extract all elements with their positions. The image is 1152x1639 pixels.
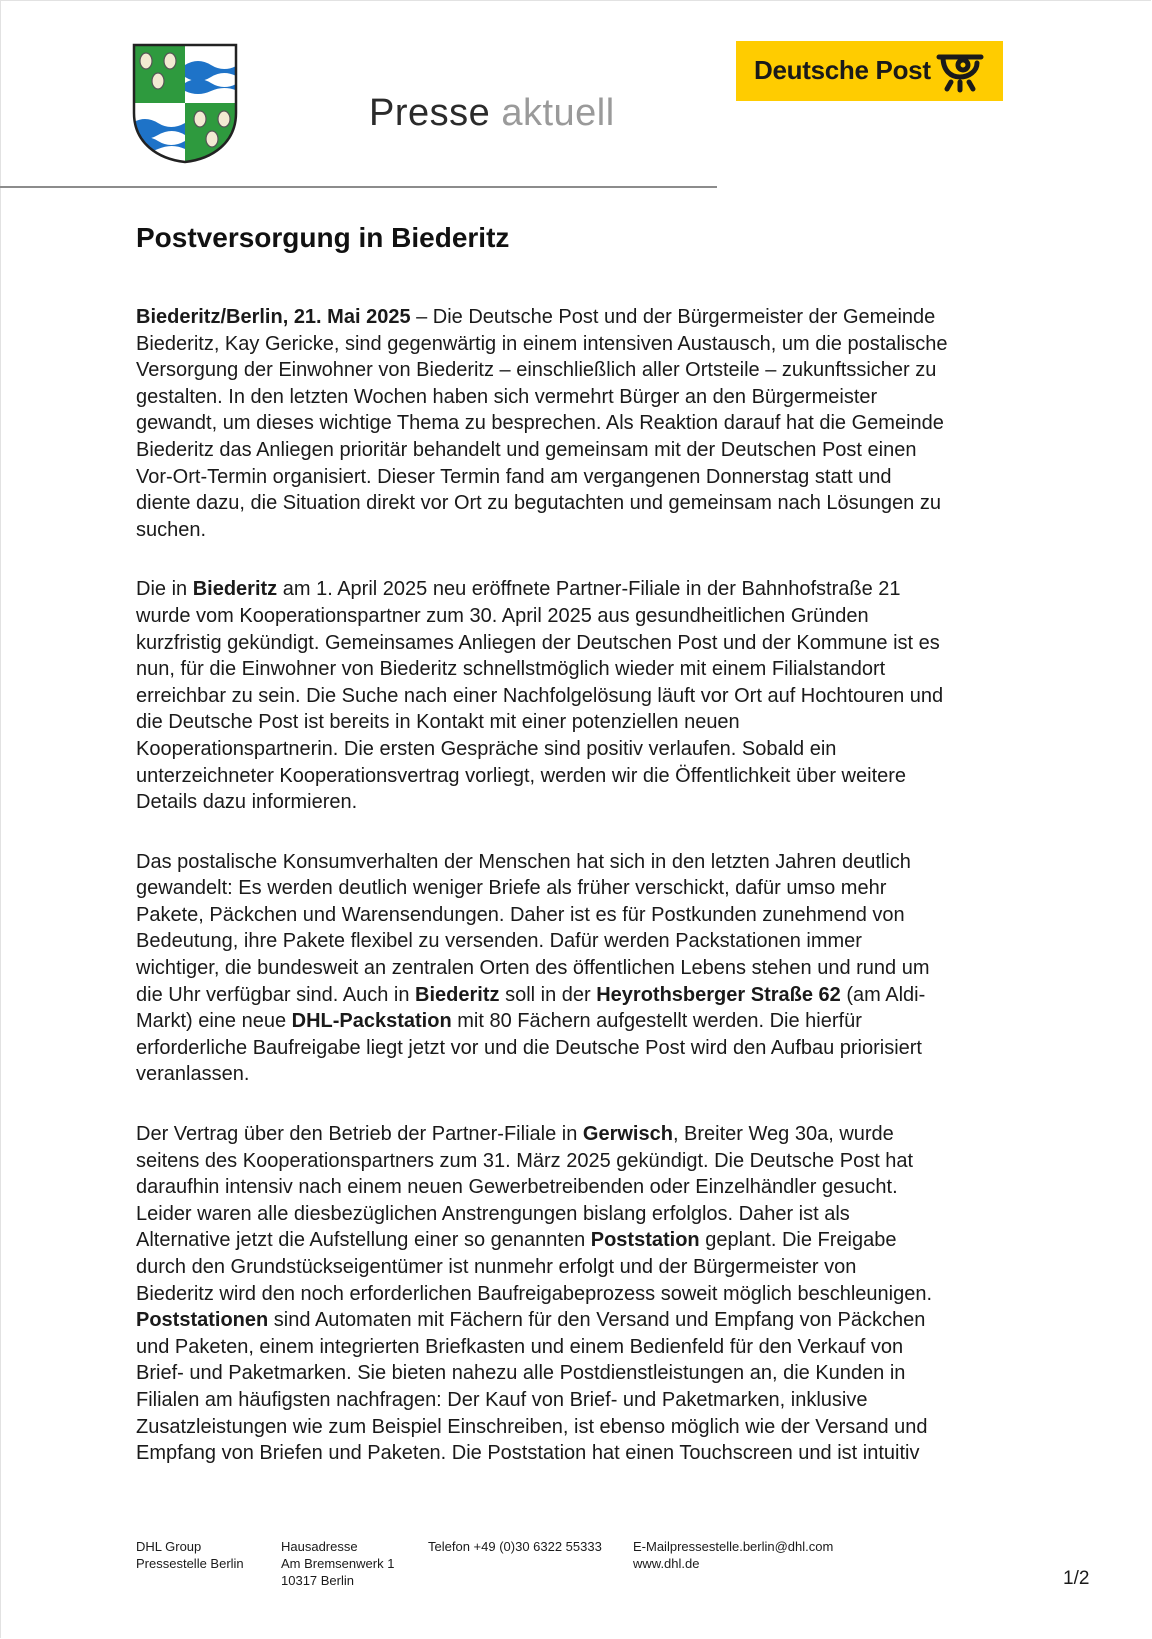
- text-line: [136, 357, 996, 384]
- text-segment: Die in: [136, 578, 193, 601]
- text-line: [136, 955, 996, 982]
- text-segment: Zusatzleistungen wie zum Beispiel Einschreiben, ist ebenso möglich wie der Versand und: [136, 1415, 928, 1438]
- text-segment: Biederitz das Anliegen prioritär behandelt und gemeinsam mit der Deutschen Post einen: [136, 438, 917, 461]
- text-segment: gestalten. In den letzten Wochen haben sich vermehrt Bürger an den Bürgermeister: [136, 385, 878, 408]
- text-line: [136, 875, 996, 902]
- text-line: [136, 1334, 996, 1361]
- article-body: [136, 304, 996, 1500]
- text-line: [136, 656, 996, 683]
- bold-text: Heyrothsberger Straße 62: [596, 983, 841, 1006]
- text-segment: nun, für die Einwohner von Biederitz schnellstmöglich wieder mit einem Filialstandort: [136, 658, 886, 681]
- text-line: [136, 384, 996, 411]
- deutsche-post-logo: [736, 41, 1003, 101]
- footer-address: [281, 1538, 394, 1589]
- text-segment: seitens des Kooperationspartners zum 31. März 2025 gekündigt. Die Deutsche Post hat: [136, 1149, 914, 1172]
- bold-text: Poststation: [590, 1229, 700, 1252]
- paragraph: [136, 576, 996, 815]
- text-segment: Biederitz, Kay Gericke, sind gegenwärtig in einem intensiven Austausch, um die postalische: [136, 332, 948, 355]
- bold-text: Poststationen: [136, 1309, 269, 1332]
- presse-aktuell-title: [369, 92, 615, 135]
- text-line: [136, 630, 996, 657]
- text-line: [136, 1281, 996, 1308]
- text-line: [136, 464, 996, 491]
- bold-text: Biederitz: [415, 983, 500, 1006]
- text-segment: Das postalische Konsumverhalten der Menschen hat sich in den letzten Jahren deutlich: [136, 850, 911, 873]
- text-segment: gewandelt: Es werden deutlich weniger Briefe als früher verschickt, dafür umso mehr: [136, 877, 887, 900]
- text-line: [136, 517, 996, 544]
- text-line: [136, 1414, 996, 1441]
- text-segment: daraufhin intensiv nach einem neuen Gewerbetreibenden oder Einzelhändler gesucht.: [136, 1176, 898, 1199]
- text-line: [136, 763, 996, 790]
- footer-email[interactable]: E-Mailpressestelle.berlin@dhl.com: [633, 1539, 834, 1554]
- text-segment: Biederitz wird den noch erforderlichen Baufreigabeprozess soweit möglich beschleunigen.: [136, 1282, 933, 1305]
- text-line: [136, 603, 996, 630]
- paragraph: [136, 849, 996, 1088]
- bold-text: DHL-Packstation: [291, 1010, 452, 1033]
- aktuell-word: aktuell: [501, 92, 615, 134]
- text-segment: Markt) eine neue: [136, 1010, 292, 1033]
- text-line: [136, 709, 996, 736]
- text-segment: Bedeutung, ihre Pakete flexibel zu versenden. Dafür werden Packstationen immer: [136, 930, 862, 953]
- text-segment: diente dazu, die Situation direkt vor Ort zu begutachten und gemeinsam nach Lösungen zu: [136, 492, 941, 515]
- text-line: [136, 1008, 996, 1035]
- text-segment: soll in der: [499, 983, 597, 1006]
- footer-website[interactable]: www.dhl.de: [633, 1556, 700, 1571]
- bold-text: Gerwisch: [582, 1123, 673, 1146]
- presse-word: Presse: [369, 92, 491, 134]
- text-segment: – Die Deutsche Post und der Bürgermeister der Gemeinde: [410, 306, 936, 328]
- text-line: [136, 331, 996, 358]
- text-line: [136, 1307, 996, 1334]
- text-segment: Der Vertrag über den Betrieb der Partner-Filiale in: [136, 1123, 583, 1146]
- text-line: [136, 1440, 996, 1467]
- footer-company: [136, 1538, 244, 1572]
- text-segment: durch den Grundstückseigentümer ist nunmehr erfolgt und der Bürgermeister von: [136, 1256, 857, 1278]
- footer-address-line: 10317 Berlin: [281, 1573, 354, 1588]
- page-number: 1/2: [1063, 1568, 1090, 1589]
- text-segment: wichtiger, die bundesweit an zentralen Orten des öffentlichen Lebens stehen und rund um: [136, 957, 930, 980]
- footer-phone-line: Telefon +49 (0)30 6322 55333: [428, 1539, 602, 1554]
- text-segment: Kooperationspartnerin. Die ersten Gespräche sind positiv verlaufen. Sobald ein: [136, 737, 837, 760]
- text-line: [136, 1227, 996, 1254]
- posthorn-icon: [933, 49, 987, 93]
- headline: Postversorgung in Biederitz: [136, 222, 510, 253]
- text-line: [136, 789, 996, 816]
- text-line: [136, 1061, 996, 1088]
- text-segment: mit 80 Fächern aufgestellt werden. Die hierfür: [451, 1010, 862, 1033]
- text-segment: kurzfristig gekündigt. Gemeinsames Anliegen der Deutschen Post und der Kommune ist es: [136, 631, 940, 654]
- text-segment: , Breiter Weg 30a, wurde: [672, 1123, 894, 1146]
- text-line: [136, 1254, 996, 1281]
- footer-company-line: Pressestelle Berlin: [136, 1556, 244, 1571]
- text-line: [136, 849, 996, 876]
- header-divider: [0, 186, 717, 188]
- footer-address-line: Am Bremsenwerk 1: [281, 1556, 395, 1571]
- text-segment: die Uhr verfügbar sind. Auch in: [136, 983, 416, 1006]
- text-line: [136, 410, 996, 437]
- text-line: [136, 683, 996, 710]
- text-segment: Leider waren alle diesbezüglichen Anstrengungen bislang erfolglos. Daher ist als: [136, 1202, 850, 1225]
- text-segment: geplant. Die Freigabe: [699, 1229, 897, 1252]
- footer-phone: [428, 1538, 602, 1555]
- text-segment: und Paketen, einem integrierten Briefkasten und einem Bedienfeld für den Verkauf von: [136, 1335, 904, 1358]
- text-line: [136, 1035, 996, 1062]
- text-line: [136, 576, 996, 603]
- bold-text: Biederitz/Berlin, 21. Mai 2025: [136, 306, 411, 328]
- text-segment: Details dazu informieren.: [136, 791, 358, 814]
- text-line: [136, 736, 996, 763]
- paragraph: [136, 1121, 996, 1467]
- text-segment: erreichbar zu sein. Die Suche nach einer Nachfolgelösung läuft vor Ort auf Hochtouren und: [136, 684, 944, 707]
- text-line: [136, 982, 996, 1009]
- text-line: [136, 1121, 996, 1148]
- text-segment: am 1. April 2025 neu eröffnete Partner-Filiale in der Bahnhofstraße 21: [277, 578, 901, 601]
- text-segment: suchen.: [136, 518, 207, 541]
- text-segment: Filialen am häufigsten nachfragen: Der Kauf von Brief- und Paketmarken, inklusive: [136, 1388, 868, 1411]
- paragraph: [136, 304, 996, 543]
- text-segment: veranlassen.: [136, 1063, 250, 1086]
- text-segment: die Deutsche Post ist bereits in Kontakt mit einer potenziellen neuen: [136, 711, 740, 734]
- text-line: [136, 928, 996, 955]
- text-line: [136, 1174, 996, 1201]
- text-line: [136, 902, 996, 929]
- text-line: [136, 1148, 996, 1175]
- text-segment: gewandt, um dieses wichtige Thema zu besprechen. Als Reaktion darauf hat die Gemeinde: [136, 412, 944, 435]
- text-segment: sind Automaten mit Fächern für den Versand und Empfang von Päckchen: [268, 1309, 926, 1332]
- text-segment: Brief- und Paketmarken. Sie bieten nahezu alle Postdienstleistungen an, die Kunden in: [136, 1362, 906, 1385]
- text-segment: Alternative jetzt die Aufstellung einer so genannten: [136, 1229, 591, 1252]
- text-segment: (am Aldi-: [840, 983, 926, 1006]
- text-line: [136, 490, 996, 517]
- text-segment: Versorgung der Einwohner von Biederitz – einschließlich aller Ortsteile – zukunftssicher zu: [136, 359, 937, 382]
- text-segment: Vor-Ort-Termin organisiert. Dieser Termin fand am vergangenen Donnerstag statt und: [136, 465, 892, 488]
- text-segment: erforderliche Baufreigabe liegt jetzt vor und die Deutsche Post wird den Aufbau priorisiert: [136, 1036, 922, 1059]
- text-segment: unterzeichneter Kooperationsvertrag vorliegt, werden wir die Öffentlichkeit über weitere: [136, 764, 907, 787]
- deutsche-post-logo-text: Deutsche Post: [754, 55, 931, 85]
- text-line: [136, 1360, 996, 1387]
- text-line: [136, 1387, 996, 1414]
- text-segment: Pakete, Päckchen und Warensendungen. Daher ist es für Postkunden zunehmend von: [136, 903, 905, 926]
- bold-text: Biederitz: [192, 578, 278, 601]
- text-line: [136, 304, 996, 331]
- text-line: [136, 1201, 996, 1228]
- text-segment: wurde vom Kooperationspartner zum 30. April 2025 aus gesundheitlichen Gründen: [136, 604, 869, 627]
- footer-address-line: Hausadresse: [281, 1539, 358, 1554]
- text-segment: Empfang von Briefen und Paketen. Die Poststation hat einen Touchscreen und ist intuitiv: [136, 1442, 920, 1465]
- footer-company-line: DHL Group: [136, 1539, 202, 1554]
- text-line: [136, 437, 996, 464]
- footer-contact: [633, 1538, 833, 1572]
- biederitz-coat-of-arms-icon: [132, 43, 238, 164]
